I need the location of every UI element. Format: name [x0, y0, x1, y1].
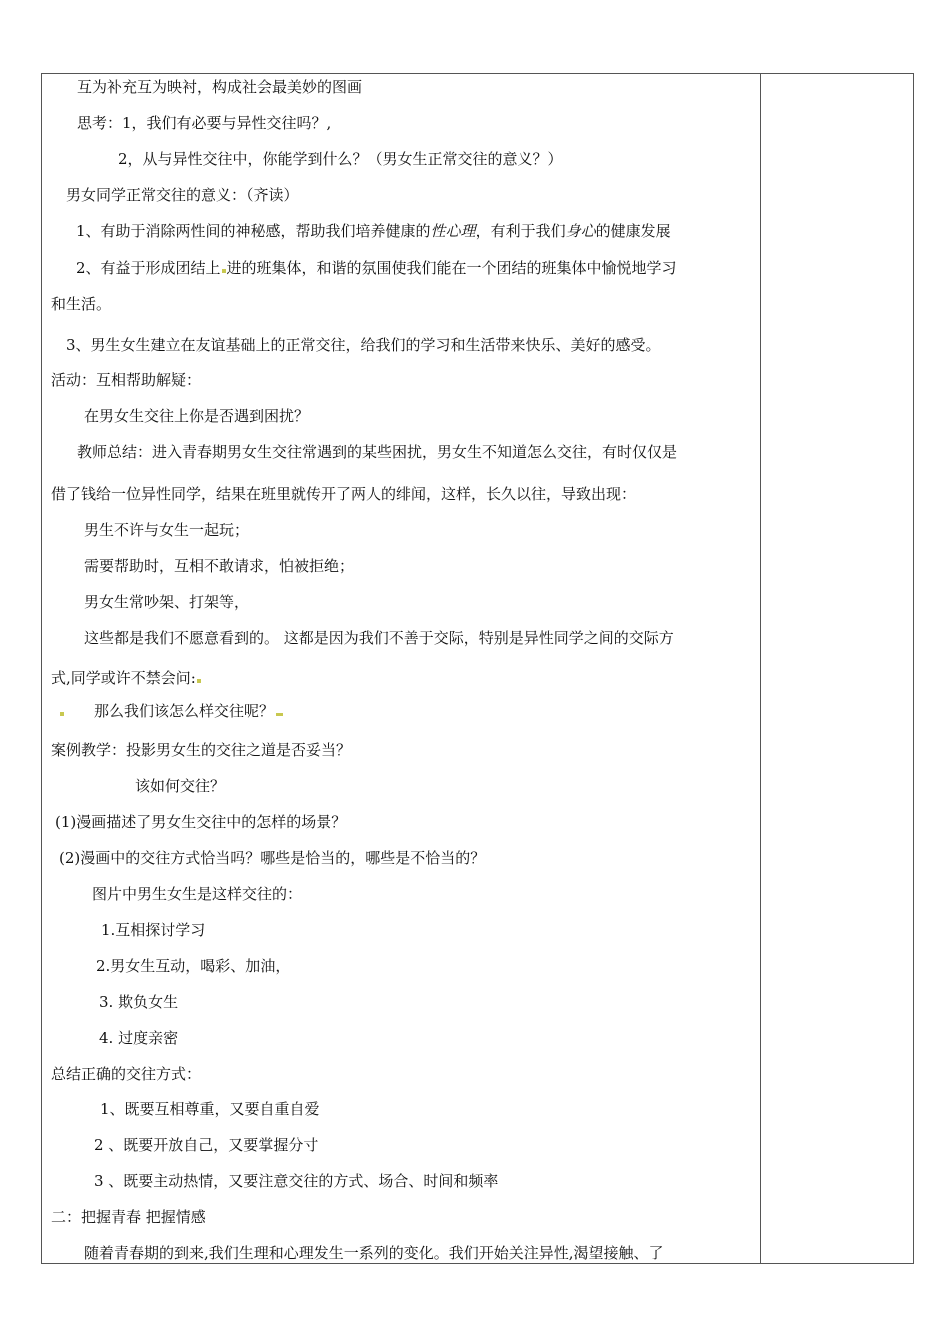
- text-line: 借了钱给一位异性同学，结果在班里就传开了两人的绯闻，这样，长久以往，导致出现：: [51, 485, 637, 503]
- text-line: 3. 欺负女生: [99, 993, 179, 1011]
- text-line: 需要帮助时，互相不敢请求，怕被拒绝；: [84, 557, 355, 575]
- text-line: 随着青春期的到来,我们生理和心理发生一系列的变化。我们开始关注异性,渴望接触、了: [84, 1244, 664, 1262]
- text-line: 二：把握青春 把握情感: [51, 1208, 206, 1226]
- text-line: 男女同学正常交往的意义：（齐读）: [66, 186, 299, 204]
- column-divider: [760, 73, 761, 1264]
- text-line: 2.男女生互动，喝彩、加油，: [96, 957, 291, 975]
- text-line: 男女生常吵架、打架等，: [84, 593, 250, 611]
- mark: [222, 269, 226, 273]
- text-line: 这些都是我们不愿意看到的。 这都是因为我们不善于交际，特别是异性同学之间的交际方: [84, 629, 674, 647]
- mark: [197, 679, 201, 683]
- text-line: 活动：互相帮助解疑：: [51, 371, 202, 389]
- text-line: 2 、既要开放自己，又要掌握分寸: [94, 1136, 319, 1154]
- text-line: 在男女生交往上你是否遇到困扰？: [84, 407, 310, 425]
- text-line: 男生不许与女生一起玩；: [84, 521, 250, 539]
- text-line: 图片中男生女生是这样交往的：: [92, 885, 303, 903]
- text-line: 2、有益于形成团结上 进的班集体，和谐的氛围使我们能在一个团结的班集体中愉悦地学习: [76, 259, 677, 277]
- text-line: 1、既要互相尊重，又要自重自爱: [100, 1100, 320, 1118]
- text-line: 教师总结：进入青春期男女生交往常遇到的某些困扰，男女生不知道怎么交往，有时仅仅是: [77, 443, 678, 461]
- text-line: 1、有助于消除两性间的神秘感，帮助我们培养健康的性心理，有利于我们身心的健康发展: [76, 222, 671, 240]
- text-line: 3 、既要主动热情，又要注意交往的方式、场合、时间和频率: [94, 1172, 499, 1190]
- text-line: 1.互相探讨学习: [101, 921, 206, 939]
- text-line: 4. 过度亲密: [99, 1029, 179, 1047]
- text-line: 式,同学或许不禁会问:: [51, 668, 202, 688]
- text-line: 总结正确的交往方式：: [51, 1065, 202, 1083]
- text-line: 和生活。: [51, 295, 112, 313]
- text-line: 该如何交往？: [135, 777, 226, 795]
- text-line: 3、男生女生建立在友谊基础上的正常交往，给我们的学习和生活带来快乐、美好的感受。: [66, 336, 661, 354]
- mark: [60, 712, 64, 716]
- mark: [276, 713, 283, 716]
- text-line: 2，从与异性交往中，你能学到什么？（男女生正常交往的意义？）: [118, 150, 563, 168]
- text-line: 互为补充互为映衬，构成社会最美妙的图画: [77, 78, 363, 96]
- text-line: 思考：1，我们有必要与异性交往吗？,: [77, 114, 332, 132]
- text-line: 那么我们该怎么样交往呢？: [59, 701, 283, 721]
- text-line: 案例教学：投影男女生的交往之道是否妥当？: [51, 741, 352, 759]
- text-line: (1)漫画描述了男女生交往中的怎样的场景？: [55, 813, 347, 831]
- text-line: (2)漫画中的交往方式恰当吗？哪些是恰当的，哪些是不恰当的？: [59, 849, 486, 867]
